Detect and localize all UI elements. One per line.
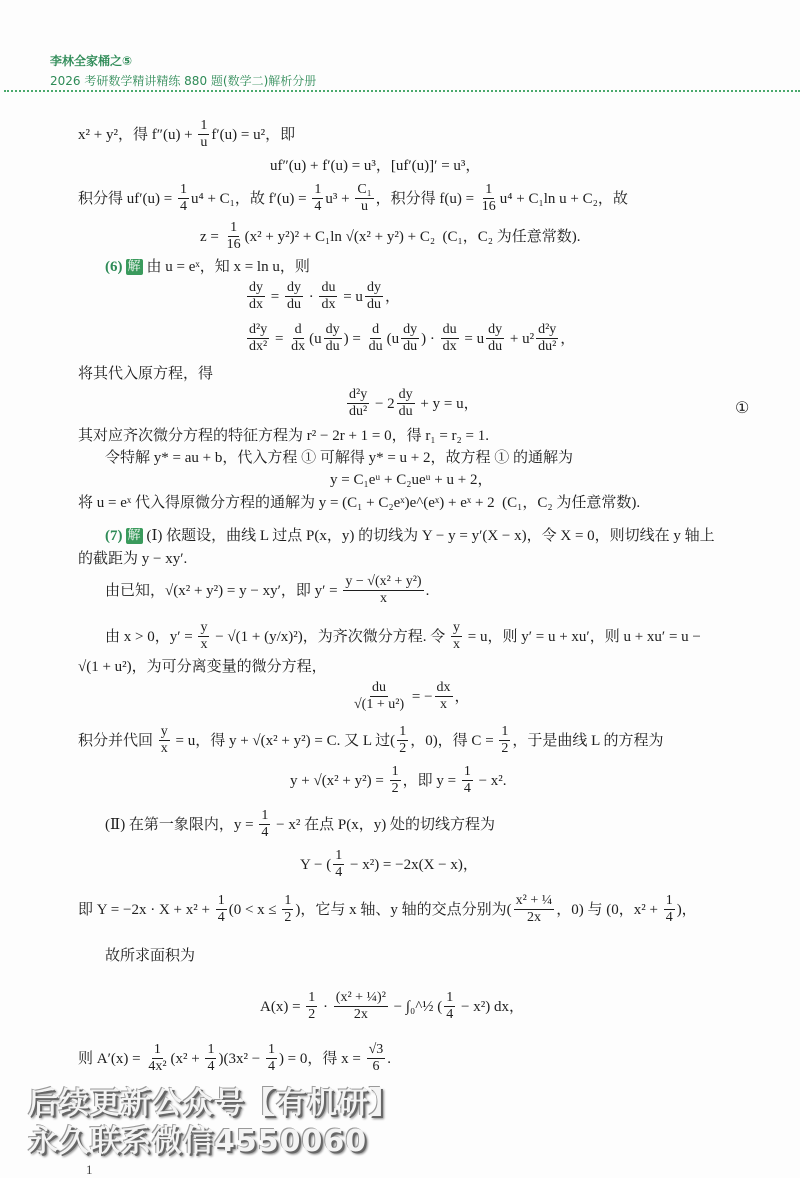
text-run: − 2 — [371, 395, 395, 412]
fraction — [365, 280, 383, 313]
text-run: 将 u = eˣ 代入得原微分方程的通解为 y = (C₁ + C₂eˣ)e^(eˣ) + eˣ + 2 (C₁，C₂ 为任意常数). — [78, 495, 641, 511]
text-line — [78, 550, 187, 568]
text-line — [78, 365, 213, 383]
text-run: = u，则 y′ = u + xu′，则 u + xu′ = u − — [464, 628, 701, 645]
fraction — [247, 280, 265, 313]
denominator: 4 — [665, 910, 673, 926]
text-run: − x²) = −2x(X − x)， — [346, 856, 478, 873]
text-line — [105, 808, 495, 841]
numerator: dy — [324, 322, 342, 339]
text-run: 其对应齐次微分方程的特征方程为 r² − 2r + 1 = 0，得 r₁ = r₂ = 1. — [78, 428, 489, 444]
fraction — [216, 893, 227, 926]
denominator: 4 — [207, 1059, 215, 1075]
fraction — [319, 280, 337, 313]
numerator: 1 — [333, 848, 344, 865]
text-line — [245, 322, 575, 355]
numerator: 1 — [205, 1042, 216, 1059]
text-run: − √(1 + (y/x)²)，为齐次微分方程. 令 — [211, 628, 450, 645]
denominator: du — [286, 297, 301, 313]
denominator: du² — [538, 339, 557, 355]
numerator: 1 — [483, 182, 494, 199]
numerator: dy — [397, 387, 415, 404]
numerator: 1 — [259, 808, 270, 825]
fraction — [397, 387, 415, 420]
numerator: x² + ¼ — [514, 893, 555, 910]
text-line — [345, 387, 479, 420]
numerator: dy — [285, 280, 303, 297]
equation-tag: ① — [735, 400, 750, 417]
numerator: du — [441, 322, 459, 339]
denominator: 4 — [217, 910, 225, 926]
text-line — [105, 258, 310, 276]
denominator: 4 — [267, 1059, 275, 1075]
text-run: (0 < x ≤ — [228, 901, 281, 918]
denominator: x — [200, 637, 208, 653]
numerator: (x² + ¼)² — [334, 990, 388, 1007]
denominator: 2 — [284, 910, 292, 926]
denominator: 2x — [353, 1007, 368, 1023]
numerator: 1 — [152, 1042, 163, 1059]
numerator: 1 — [306, 990, 317, 1007]
text-run: ，0)，得 C = — [410, 732, 498, 749]
denominator: du — [398, 404, 413, 420]
denominator: 4 — [261, 825, 269, 841]
numerator: 1 — [397, 724, 408, 741]
text-run: √(1 + u²)，为可分离变量的微分方程， — [78, 659, 327, 675]
text-line — [105, 620, 701, 653]
denominator: du — [488, 339, 503, 355]
fraction — [367, 322, 385, 355]
text-run: Y − ( — [300, 856, 332, 873]
fraction — [282, 893, 293, 926]
text-run: ， — [384, 288, 400, 305]
fraction — [333, 848, 344, 881]
text-run: ，即 y = — [402, 772, 460, 789]
solution-badge: 解 — [127, 259, 141, 275]
problem-number: (6) — [105, 259, 123, 275]
text-line — [105, 527, 715, 545]
fraction — [247, 322, 269, 355]
text-line — [105, 449, 573, 467]
denominator: du — [325, 339, 340, 355]
numerator: C₁ — [355, 182, 373, 199]
text-line — [245, 280, 400, 313]
text-run: ) = — [343, 330, 365, 347]
fraction — [198, 620, 209, 653]
numerator: dx — [435, 680, 453, 697]
text-run: f′(u) = u²，即 — [211, 126, 296, 143]
fraction — [444, 990, 455, 1023]
text-run: )(3x² − — [218, 1050, 264, 1067]
fraction — [486, 322, 504, 355]
text-line — [105, 574, 429, 607]
numerator: dy — [247, 280, 265, 297]
denominator: 2 — [399, 741, 407, 757]
fraction — [205, 1042, 216, 1075]
numerator: 1 — [266, 1042, 277, 1059]
numerator: d²y — [347, 387, 369, 404]
denominator: 16 — [226, 237, 241, 253]
text-line — [78, 893, 697, 926]
text-run: ， — [454, 688, 470, 705]
denominator: x — [440, 697, 448, 713]
fraction — [390, 764, 401, 797]
watermark-line-2: 永久联系微信4550060 — [28, 1124, 368, 1159]
denominator: 4x² — [148, 1059, 167, 1075]
text-line — [300, 848, 478, 881]
text-run: )， — [676, 901, 697, 918]
watermark-line-1: 后续更新公众号【有机研】 — [28, 1086, 400, 1121]
text-run: 故所求面积为 — [105, 948, 196, 964]
denominator: x — [379, 591, 387, 607]
fraction — [367, 1042, 386, 1075]
text-run: = u，得 y + √(x² + y²) = C. 又 L 过( — [171, 732, 396, 749]
numerator: 1 — [390, 764, 401, 781]
numerator: 1 — [462, 764, 473, 781]
text-run: 由 x > 0，y′ = — [105, 628, 197, 645]
text-run: · — [304, 288, 318, 305]
fraction — [514, 893, 555, 926]
text-line — [78, 1042, 391, 1075]
text-run: 的截距为 y − xy′. — [78, 551, 188, 567]
text-run: y + √(x² + y²) = — [290, 772, 388, 789]
denominator: du² — [349, 404, 368, 420]
denominator: u — [360, 199, 368, 215]
text-run: 积分并代回 — [78, 732, 157, 749]
text-run: 积分得 uf′(u) = — [78, 190, 176, 207]
text-run: z = — [200, 228, 223, 245]
numerator: 1 — [198, 118, 209, 135]
text-line — [78, 118, 295, 151]
text-run: 由已知，√(x² + y²) = y − xy′，即 y′ = — [105, 582, 342, 599]
text-run: . — [387, 1050, 392, 1067]
text-run: u⁴ + C₁ln u + C₂，故 — [499, 190, 628, 207]
denominator: 4 — [179, 199, 187, 215]
fraction — [480, 182, 498, 215]
text-run: − x²) dx， — [457, 998, 524, 1015]
text-line — [260, 990, 524, 1023]
text-run: ，积分得 f(u) = — [375, 190, 478, 207]
numerator: d²y — [536, 322, 558, 339]
text-run: . — [425, 582, 430, 599]
denominator: √(1 + u²) — [354, 697, 405, 713]
fraction — [259, 808, 270, 841]
denominator: 4 — [314, 199, 322, 215]
problem-number: (7) — [105, 528, 123, 544]
denominator: 2 — [391, 781, 399, 797]
text-run: 令特解 y* = au + b，代入方程 ① 可解得 y* = u + 2，故方程 ① 的通解为 — [105, 450, 573, 466]
numerator: d — [293, 322, 304, 339]
text-run: u⁴ + C₁，故 f′(u) = — [190, 190, 311, 207]
numerator: 1 — [499, 724, 510, 741]
text-line — [330, 471, 492, 489]
text-line — [78, 182, 628, 215]
fraction — [289, 322, 307, 355]
fraction — [441, 322, 459, 355]
text-run: = − — [408, 688, 433, 705]
text-run: (u — [309, 330, 322, 347]
text-run: A(x) = — [260, 998, 305, 1015]
denominator: du — [366, 297, 381, 313]
fraction — [266, 1042, 277, 1075]
fraction — [355, 182, 373, 215]
denominator: 4 — [335, 865, 343, 881]
text-run: 即 Y = −2x · X + x² + — [78, 901, 214, 918]
text-line — [290, 764, 507, 797]
denominator: dx² — [249, 339, 268, 355]
text-run: = u — [460, 330, 485, 347]
numerator: du — [370, 680, 388, 697]
fraction — [397, 724, 408, 757]
numerator: d — [370, 322, 381, 339]
denominator: du — [368, 339, 383, 355]
text-line — [78, 724, 664, 757]
fraction — [324, 322, 342, 355]
text-run: + y = u， — [416, 395, 479, 412]
numerator: 1 — [216, 893, 227, 910]
text-run: ， — [560, 330, 576, 347]
text-run: · — [319, 998, 332, 1015]
fraction — [343, 574, 423, 607]
numerator: 1 — [282, 893, 293, 910]
text-run: = — [267, 288, 283, 305]
text-line — [105, 947, 195, 965]
numerator: y — [198, 620, 209, 637]
text-run: (x² + — [170, 1050, 204, 1067]
fraction — [225, 220, 243, 253]
text-run: u³ + — [325, 190, 354, 207]
text-run: ，于是曲线 L 的方程为 — [512, 732, 664, 749]
denominator: x — [453, 637, 461, 653]
denominator: 4 — [463, 781, 471, 797]
denominator: u — [200, 135, 208, 151]
text-run: ) · — [421, 330, 439, 347]
text-run: y = C₁eᵘ + C₂ueᵘ + u + 2， — [330, 472, 493, 488]
text-run: (Ⅱ) 在第一象限内，y = — [105, 816, 258, 833]
numerator: d²y — [247, 322, 269, 339]
numerator: 1 — [178, 182, 189, 199]
denominator: du — [403, 339, 418, 355]
numerator: dy — [486, 322, 504, 339]
text-run: )，它与 x 轴、y 轴的交点分别为( — [295, 901, 512, 918]
text-line — [78, 494, 640, 512]
fraction — [334, 990, 388, 1023]
text-run: (x² + y²)² + C₁ln √(x² + y²) + C₂ (C₁，C₂ 为任意常数). — [244, 228, 581, 245]
text-run: = u — [339, 288, 363, 305]
text-run: (Ⅰ) 依题设，曲线 L 过点 P(x，y) 的切线为 Y − y = y′(X − x)，令 X = 0，则切线在 y 轴上 — [146, 528, 715, 544]
fraction — [664, 893, 675, 926]
denominator: 6 — [372, 1059, 380, 1075]
denominator: dx — [321, 297, 336, 313]
numerator: 1 — [312, 182, 323, 199]
denominator: dx — [249, 297, 263, 313]
denominator: 2x — [526, 910, 541, 926]
book-series-header: 李林全家桶之⑤ — [50, 54, 133, 68]
fraction — [536, 322, 558, 355]
text-run: (u — [386, 330, 400, 347]
header-divider — [4, 90, 800, 92]
numerator: dy — [365, 280, 383, 297]
fraction — [451, 620, 462, 653]
numerator: dy — [401, 322, 419, 339]
numerator: y — [159, 724, 170, 741]
numerator: 1 — [664, 893, 675, 910]
text-line — [270, 157, 480, 175]
text-run: − x². — [474, 772, 507, 789]
numerator: √3 — [367, 1042, 386, 1059]
text-run: = — [271, 330, 288, 347]
text-line — [78, 658, 327, 676]
numerator: 1 — [444, 990, 455, 1007]
text-run: − x² 在点 P(x，y) 处的切线方程为 — [272, 816, 495, 833]
fraction — [306, 990, 317, 1023]
text-run: ) = 0，得 x = — [278, 1050, 365, 1067]
fraction — [401, 322, 419, 355]
page-number: 1 — [86, 1162, 93, 1177]
fraction — [159, 724, 170, 757]
fraction — [198, 118, 209, 151]
text-run: + u² — [506, 330, 535, 347]
solution-badge: 解 — [127, 528, 141, 544]
denominator: 2 — [501, 741, 509, 757]
denominator: 4 — [446, 1007, 454, 1023]
fraction — [435, 680, 453, 713]
text-run: − ∫₀^½ ( — [389, 998, 443, 1015]
fraction — [312, 182, 323, 215]
book-title-header: 2026 考研数学精讲精练 880 题(数学二)解析分册 — [50, 74, 317, 88]
text-run: 由 u = eˣ，知 x = ln u，则 — [146, 259, 310, 275]
text-run: x² + y²，得 f″(u) + — [78, 126, 197, 143]
text-run: ，0) 与 (0，x² + — [556, 901, 662, 918]
fraction — [285, 280, 303, 313]
text-run: 则 A′(x) = — [78, 1050, 145, 1067]
denominator: 16 — [481, 199, 496, 215]
text-line — [350, 680, 470, 713]
fraction — [499, 724, 510, 757]
numerator: du — [319, 280, 337, 297]
denominator: dx — [442, 339, 457, 355]
fraction — [462, 764, 473, 797]
text-line — [200, 220, 581, 253]
numerator: 1 — [228, 220, 239, 237]
denominator: dx — [291, 339, 306, 355]
text-run: uf″(u) + f′(u) = u³，[uf′(u)]′ = u³， — [270, 158, 481, 174]
denominator: 2 — [308, 1007, 316, 1023]
fraction — [352, 680, 406, 713]
text-line — [78, 427, 489, 445]
text-run: 将其代入原方程，得 — [78, 366, 214, 382]
numerator: y — [451, 620, 462, 637]
fraction — [347, 387, 369, 420]
denominator: x — [160, 741, 168, 757]
fraction — [178, 182, 189, 215]
fraction — [146, 1042, 168, 1075]
numerator: y − √(x² + y²) — [343, 574, 423, 591]
